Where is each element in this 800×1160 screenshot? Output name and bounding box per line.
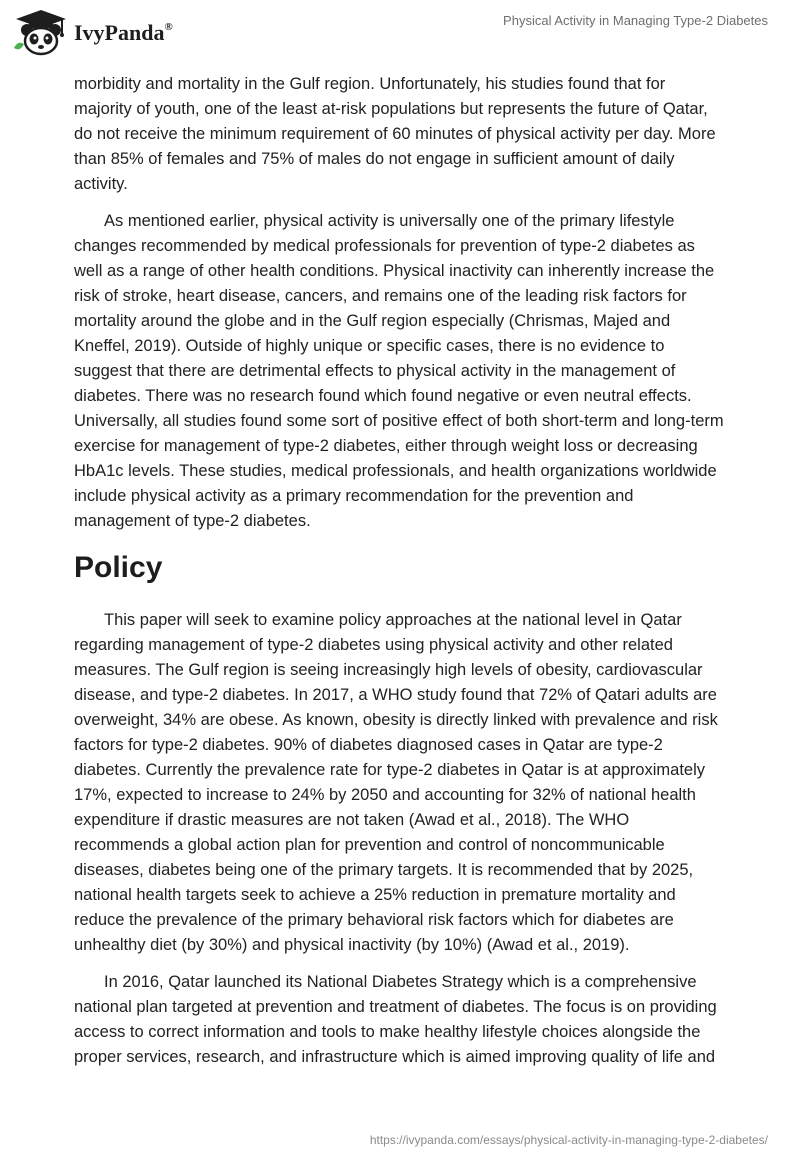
- paragraph: In 2016, Qatar launched its National Diabetes Strategy which is a comprehensive national plan targeted at prevention and treatment of diabetes. The focus is on providing access to correct information and tools to make healthy lifestyle choices alongside the proper services, research, and infrastructure which is aimed improving quality of life and: [74, 973, 717, 1066]
- logo-text: IvyPanda: [74, 20, 165, 45]
- registered-mark: ®: [164, 20, 173, 33]
- paragraph: morbidity and mortality in the Gulf region. Unfortunately, his studies found that for majority of youth, one of the least at-risk populations but represents the future of Qatar, do not receive the minimum requirement of 60 minutes of physical activity per day. More than 85% of females and 75% of males do not engage in sufficient amount of daily activity.: [74, 75, 716, 193]
- paragraph: This paper will seek to examine policy approaches at the national level in Qatar regarding management of type-2 diabetes using physical activity and other related measures. The Gulf region is seeing increasingly high levels of obesity, cardiovascular disease, and type-2 diabetes. In 2017, a WHO study found that 72% of Qatari adults are overweight, 34% are obese. As known, obesity is directly linked with prevalence and risk factors for type-2 diabetes. 90% of diabetes diagnosed cases in Qatar are type-2 diabetes. Currently the prevalence rate for type-2 diabetes in Qatar is at approximately 17%, expected to increase to 24% by 2050 and accounting for 32% of national health expenditure if drastic measures are not taken (Awad et al., 2018). The WHO recommends a global action plan for prevention and control of noncommunicable diseases, diabetes being one of the primary targets. It is recommended that by 2025, national health targets seek to achieve a 25% reduction in premature mortality and reduce the prevalence of the primary behavioral risk factors which for diabetes are unhealthy diet (by 30%) and physical inactivity (by 10%) (Awad et al., 2019).: [74, 611, 718, 954]
- essay-body: [74, 72, 726, 1082]
- ivypanda-logo[interactable]: [12, 8, 173, 56]
- logo-wordmark: [74, 20, 173, 46]
- paragraph: As mentioned earlier, physical activity is universally one of the primary lifestyle changes recommended by medical professionals for prevention of type-2 diabetes as well as a range of other health conditions. Physical inactivity can inherently increase the risk of stroke, heart disease, cancers, and remains one of the leading risk factors for mortality around the globe and in the Gulf region especially (Chrismas, Majed and Kneffel, 2019). Outside of highly unique or specific cases, there is no evidence to suggest that there are detrimental effects to physical activity in the management of diabetes. There was no research found which found negative or even neutral effects. Universally, all studies found some sort of positive effect of both short-term and long-term exercise for management of type-2 diabetes, either through weight loss or decreasing HbA1c levels. These studies, medical professionals, and health organizations worldwide include physical activity as a primary recommendation for the prevention and management of type-2 diabetes.: [74, 212, 724, 530]
- page-header: [0, 0, 800, 70]
- running-title: Physical Activity in Managing Type-2 Diabetes: [503, 13, 768, 28]
- section-heading: Policy: [74, 551, 163, 584]
- source-url[interactable]: https://ivypanda.com/essays/physical-activity-in-managing-type-2-diabetes/: [369, 1133, 768, 1147]
- panda-graduate-icon: [12, 8, 70, 56]
